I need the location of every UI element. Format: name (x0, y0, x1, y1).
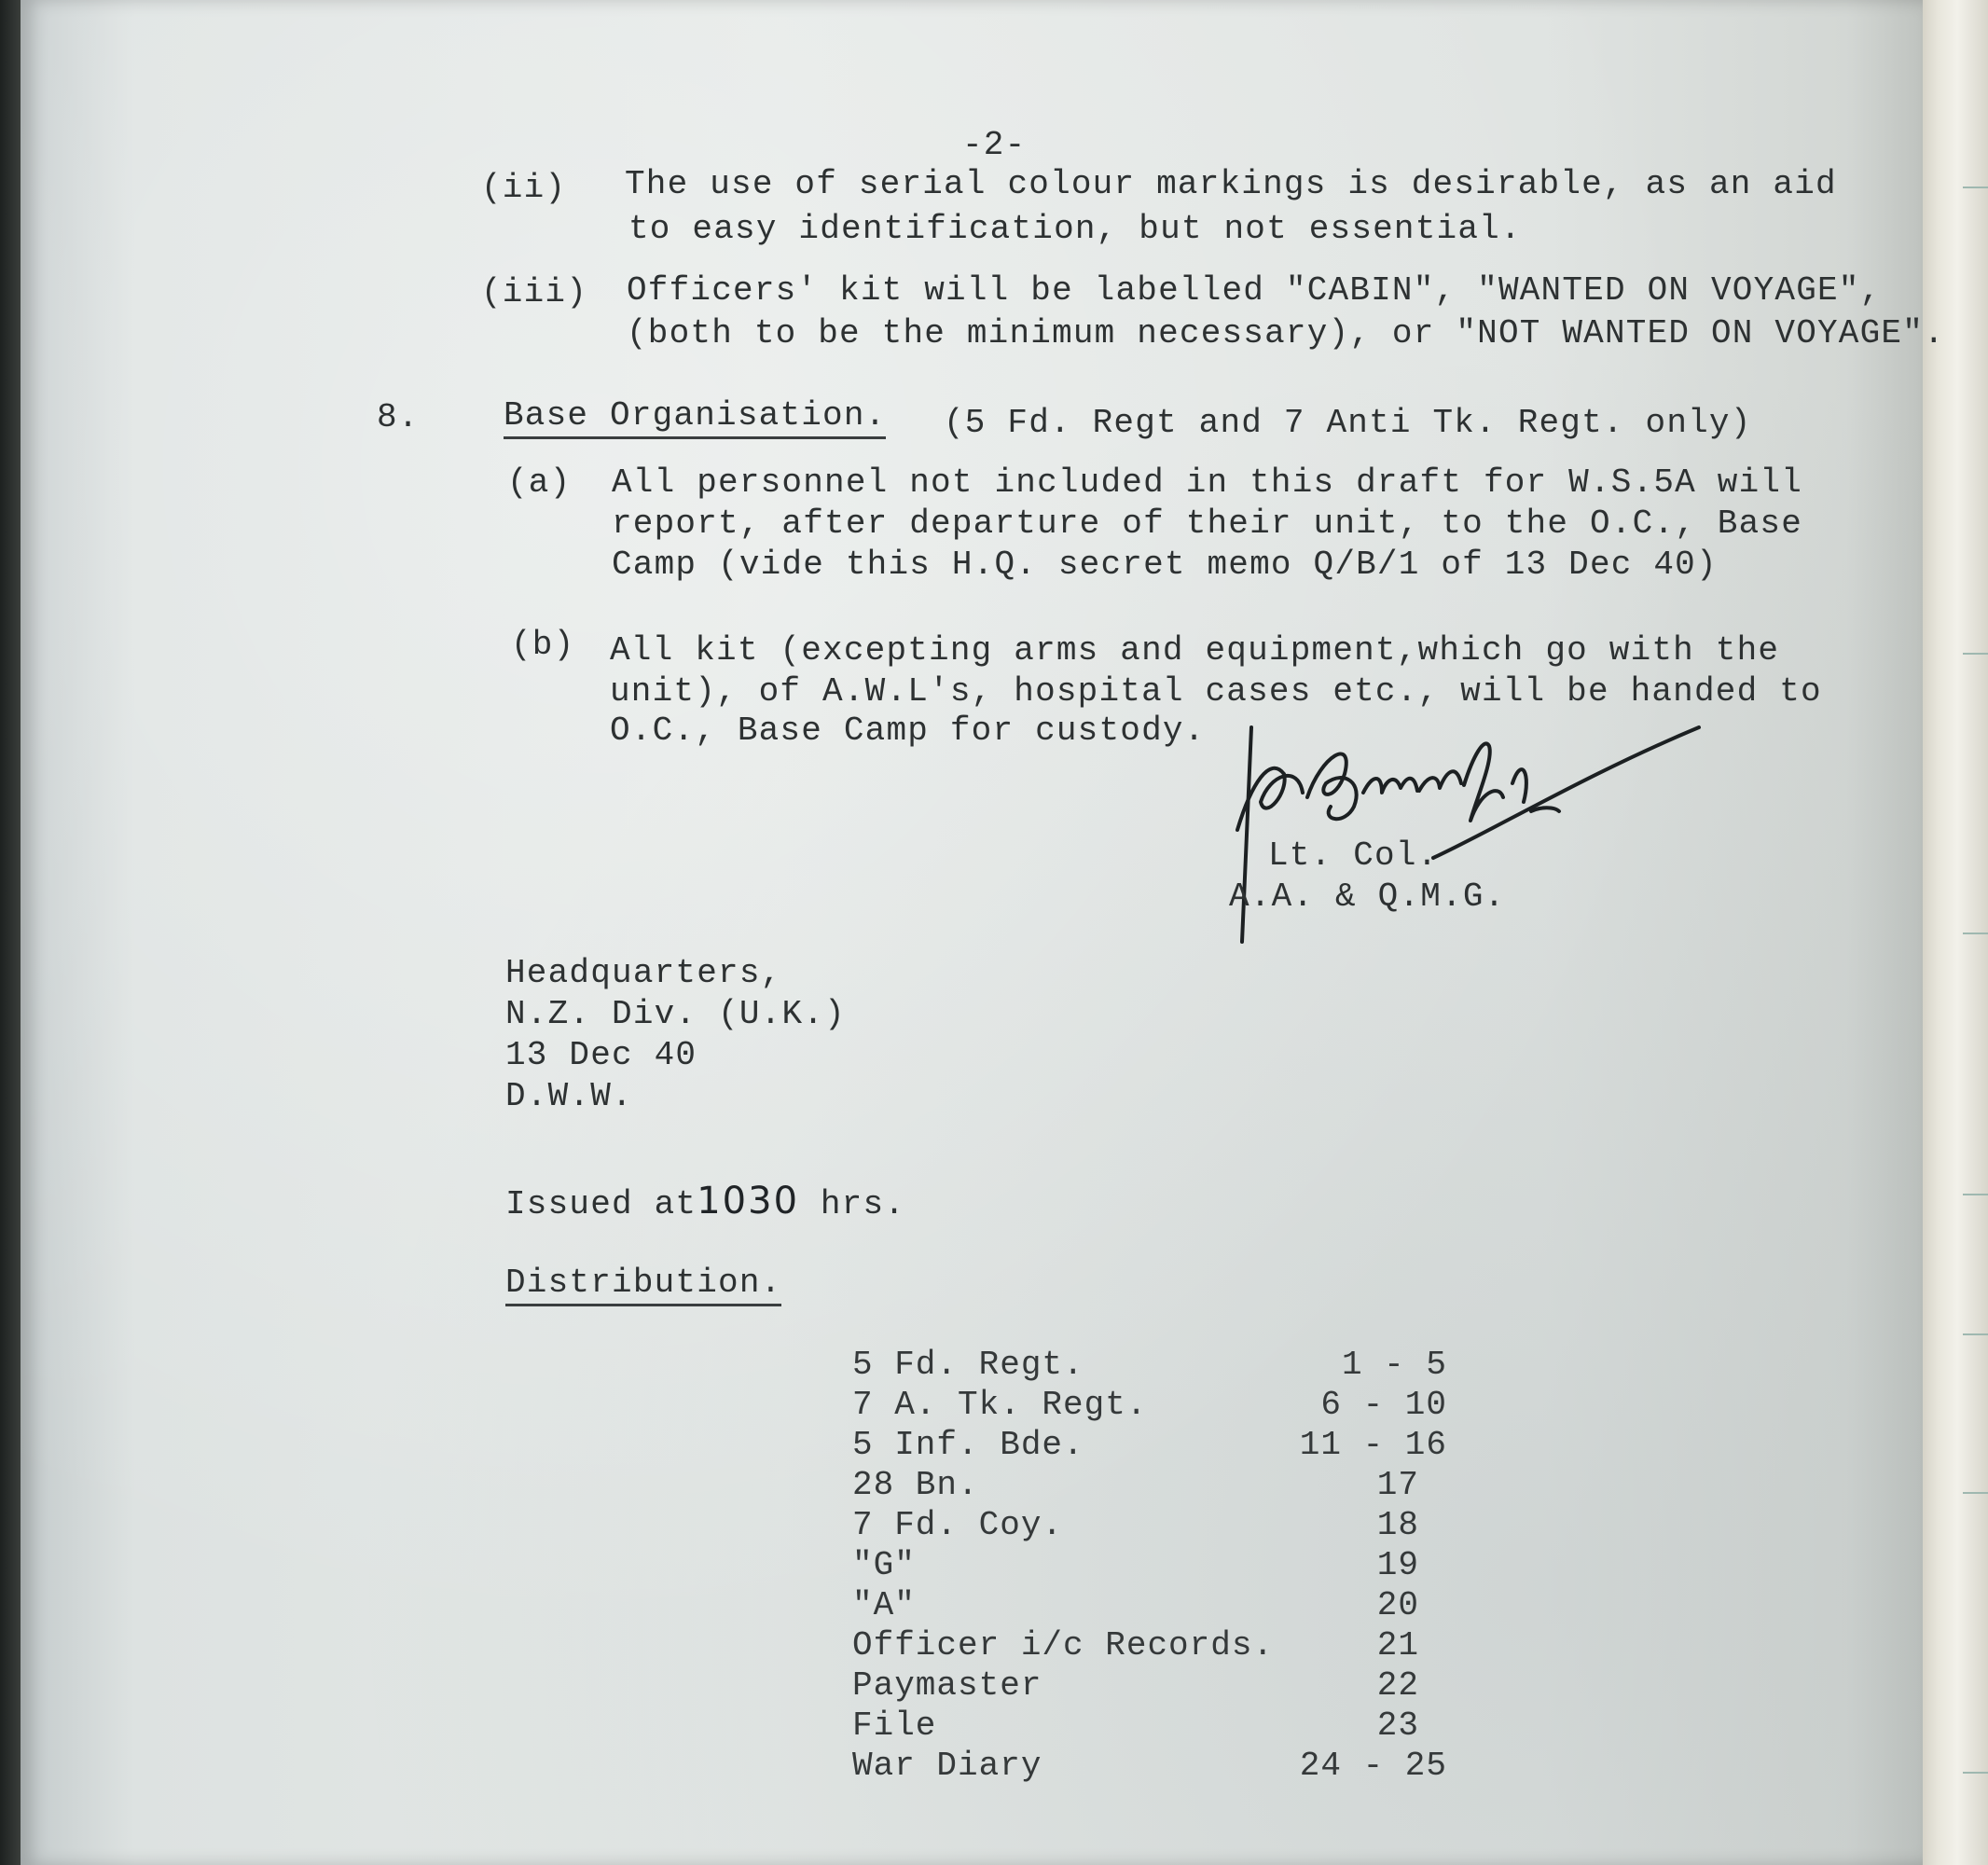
item-marker-iii: (iii) (481, 273, 588, 311)
item-b-line-1: All kit (excepting arms and equipment,which go with the (610, 631, 1780, 670)
signatory-appointment: A.A. & Q.M.G. (1229, 877, 1506, 916)
paragraph-number-8: 8. (377, 398, 420, 436)
distribution-row-copies: 22 (1376, 1666, 1419, 1705)
distribution-row-copies: 11 - 16 (1299, 1426, 1447, 1464)
distribution-row-copies: 6 - 10 (1320, 1386, 1447, 1424)
signatory-rank: Lt. Col. (1268, 836, 1439, 875)
distribution-row-name: File (852, 1706, 937, 1745)
distribution-row-copies: 1 - 5 (1341, 1346, 1447, 1384)
distribution-heading-text: Distribution. (505, 1264, 781, 1306)
distribution-row-copies: 23 (1376, 1706, 1419, 1745)
origin-line-2: N.Z. Div. (U.K.) (505, 995, 846, 1033)
item-a-line-3: Camp (vide this H.Q. secret memo Q/B/1 of 13 Dec 40) (612, 546, 1718, 584)
distribution-row-name: "G" (852, 1546, 916, 1584)
page-number: -2- (962, 126, 1027, 164)
origin-line-3: 13 Dec 40 (505, 1036, 697, 1074)
distribution-row-copies: 20 (1376, 1586, 1419, 1624)
origin-line-1: Headquarters, (505, 954, 782, 992)
item-b-line-2: unit), of A.W.L's, hospital cases etc., will be handed to (610, 672, 1822, 711)
distribution-row-name: Officer i/c Records. (852, 1626, 1275, 1665)
paragraph-8-heading (504, 395, 886, 436)
issued-suffix: hrs. (820, 1185, 906, 1223)
origin-line-4: D.W.W. (505, 1077, 633, 1115)
heading-underlined: Base Organisation. (504, 396, 886, 439)
distribution-row-name: Paymaster (852, 1666, 1042, 1705)
distribution-row-copies: 18 (1376, 1506, 1419, 1544)
distribution-row-name: "A" (852, 1586, 916, 1624)
item-ii-line-2: to easy identification, but not essential. (628, 210, 1522, 248)
paragraph-8-scope: (5 Fd. Regt and 7 Anti Tk. Regt. only) (944, 404, 1752, 442)
distribution-row-name: 28 Bn. (852, 1466, 979, 1504)
document-page (21, 0, 1945, 1865)
item-a-line-2: report, after departure of their unit, to the O.C., Base (612, 504, 1802, 543)
issued-time-handwritten: 1030 (697, 1180, 800, 1223)
distribution-row-copies: 17 (1376, 1466, 1419, 1504)
distribution-row-copies: 21 (1376, 1626, 1419, 1665)
issued-line (505, 1181, 905, 1225)
distribution-row-copies: 24 - 25 (1299, 1747, 1447, 1785)
issued-prefix: Issued at (505, 1185, 697, 1223)
distribution-row-copies: 19 (1376, 1546, 1419, 1584)
distribution-row-name: 7 Fd. Coy. (852, 1506, 1064, 1544)
underlying-ledger-sheet (1912, 0, 1988, 1865)
item-a-line-1: All personnel not included in this draft for W.S.5A will (612, 463, 1802, 502)
item-marker-ii: (ii) (481, 169, 567, 207)
item-ii-line-1: The use of serial colour markings is desirable, as an aid (625, 165, 1837, 203)
distribution-row-name: 7 A. Tk. Regt. (852, 1386, 1148, 1424)
item-iii-line-1: Officers' kit will be labelled "CABIN", "WANTED ON VOYAGE", (627, 271, 1882, 310)
item-marker-a: (a) (507, 463, 572, 502)
distribution-row-name: 5 Fd. Regt. (852, 1346, 1084, 1384)
distribution-heading (505, 1263, 781, 1304)
item-b-line-3: O.C., Base Camp for custody. (610, 711, 1206, 750)
item-iii-line-2: (both to be the minimum necessary), or "NOT WANTED ON VOYAGE". (627, 314, 1945, 352)
distribution-row-name: War Diary (852, 1747, 1042, 1785)
distribution-row-name: 5 Inf. Bde. (852, 1426, 1084, 1464)
item-marker-b: (b) (511, 626, 575, 664)
